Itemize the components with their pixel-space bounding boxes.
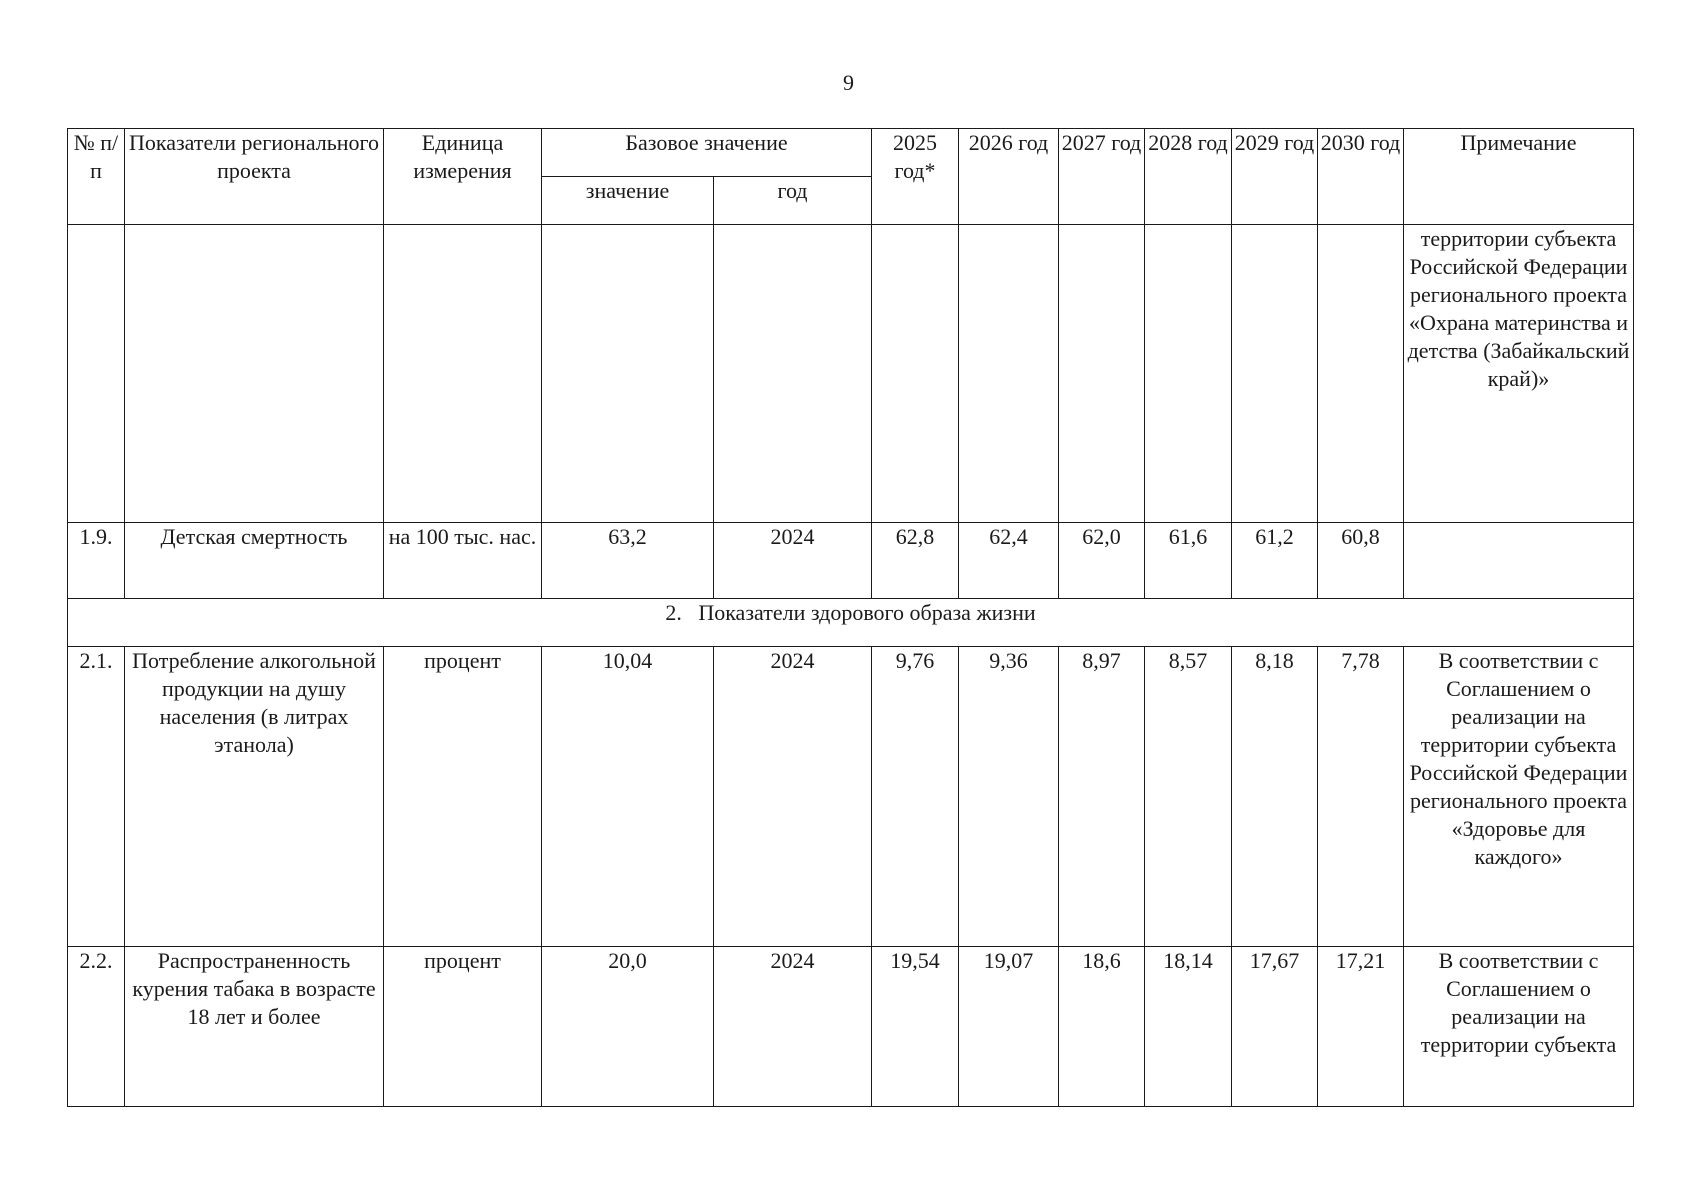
cell-note: В соответствии с Соглашением о реализации на территории субъекта Российской Федерации регионального проекта «Здоровье для каждого» bbox=[1404, 647, 1634, 947]
cell-2030: 17,21 bbox=[1318, 947, 1404, 1107]
page-number: 9 bbox=[843, 70, 854, 95]
cell-2029: 17,67 bbox=[1232, 947, 1318, 1107]
cell-2028: 18,14 bbox=[1145, 947, 1232, 1107]
cell-empty bbox=[872, 225, 959, 523]
header-2025: 2025 год* bbox=[872, 129, 959, 225]
cell-2030: 7,78 bbox=[1318, 647, 1404, 947]
table-row-continuation bbox=[68, 225, 1634, 523]
cell-2027: 18,6 bbox=[1059, 947, 1145, 1107]
cell-2026: 9,36 bbox=[959, 647, 1059, 947]
header-2028: 2028 год bbox=[1145, 129, 1232, 225]
cell-note: В соответствии с Соглашением о реализации на территории субъекта bbox=[1404, 947, 1634, 1107]
cell-empty bbox=[1232, 225, 1318, 523]
table-header bbox=[68, 129, 1634, 225]
cell-indicator: Распространенность курения табака в возрасте 18 лет и более bbox=[125, 947, 384, 1107]
cell-2030: 60,8 bbox=[1318, 523, 1404, 599]
cell-empty bbox=[125, 225, 384, 523]
cell-2026: 19,07 bbox=[959, 947, 1059, 1107]
header-base-value: значение bbox=[542, 177, 714, 225]
header-base: Базовое значение bbox=[542, 129, 872, 177]
cell-base-value: 20,0 bbox=[542, 947, 714, 1107]
cell-empty bbox=[959, 225, 1059, 523]
cell-2025: 19,54 bbox=[872, 947, 959, 1107]
table-row-2-2 bbox=[68, 947, 1634, 1107]
cell-base-year: 2024 bbox=[714, 523, 872, 599]
cell-base-year: 2024 bbox=[714, 947, 872, 1107]
header-2027: 2027 год bbox=[1059, 129, 1145, 225]
header-num: № п/п bbox=[68, 129, 125, 225]
cell-num: 2.1. bbox=[68, 647, 125, 947]
header-2030: 2030 год bbox=[1318, 129, 1404, 225]
indicators-table bbox=[67, 128, 1634, 1107]
cell-unit: на 100 тыс. нас. bbox=[384, 523, 542, 599]
cell-2028: 8,57 bbox=[1145, 647, 1232, 947]
table-row-2-1 bbox=[68, 647, 1634, 947]
cell-2027: 8,97 bbox=[1059, 647, 1145, 947]
header-2026: 2026 год bbox=[959, 129, 1059, 225]
cell-2029: 61,2 bbox=[1232, 523, 1318, 599]
header-unit: Единица измерения bbox=[384, 129, 542, 225]
cell-empty bbox=[68, 225, 125, 523]
cell-2029: 8,18 bbox=[1232, 647, 1318, 947]
header-base-year: год bbox=[714, 177, 872, 225]
cell-empty bbox=[714, 225, 872, 523]
header-indicator: Показатели регионального проекта bbox=[125, 129, 384, 225]
header-note: Примечание bbox=[1404, 129, 1634, 225]
section-title: 2. Показатели здорового образа жизни bbox=[68, 599, 1634, 647]
cell-2025: 62,8 bbox=[872, 523, 959, 599]
cell-indicator: Потребление алкогольной продукции на душу населения (в литрах этанола) bbox=[125, 647, 384, 947]
cell-base-value: 63,2 bbox=[542, 523, 714, 599]
cell-2025: 9,76 bbox=[872, 647, 959, 947]
cell-unit: процент bbox=[384, 947, 542, 1107]
cell-empty bbox=[1145, 225, 1232, 523]
cell-2026: 62,4 bbox=[959, 523, 1059, 599]
table-row-1-9 bbox=[68, 523, 1634, 599]
cell-base-year: 2024 bbox=[714, 647, 872, 947]
cell-2028: 61,6 bbox=[1145, 523, 1232, 599]
cell-num: 1.9. bbox=[68, 523, 125, 599]
cell-empty bbox=[542, 225, 714, 523]
cell-note: территории субъекта Российской Федерации регионального проекта «Охрана материнства и детства (Забайкальский край)» bbox=[1404, 225, 1634, 523]
cell-base-value: 10,04 bbox=[542, 647, 714, 947]
cell-note bbox=[1404, 523, 1634, 599]
cell-indicator: Детская смертность bbox=[125, 523, 384, 599]
cell-empty bbox=[1318, 225, 1404, 523]
header-2029: 2029 год bbox=[1232, 129, 1318, 225]
cell-empty bbox=[1059, 225, 1145, 523]
cell-num: 2.2. bbox=[68, 947, 125, 1107]
section-row-2 bbox=[68, 599, 1634, 647]
cell-empty bbox=[384, 225, 542, 523]
cell-unit: процент bbox=[384, 647, 542, 947]
cell-2027: 62,0 bbox=[1059, 523, 1145, 599]
